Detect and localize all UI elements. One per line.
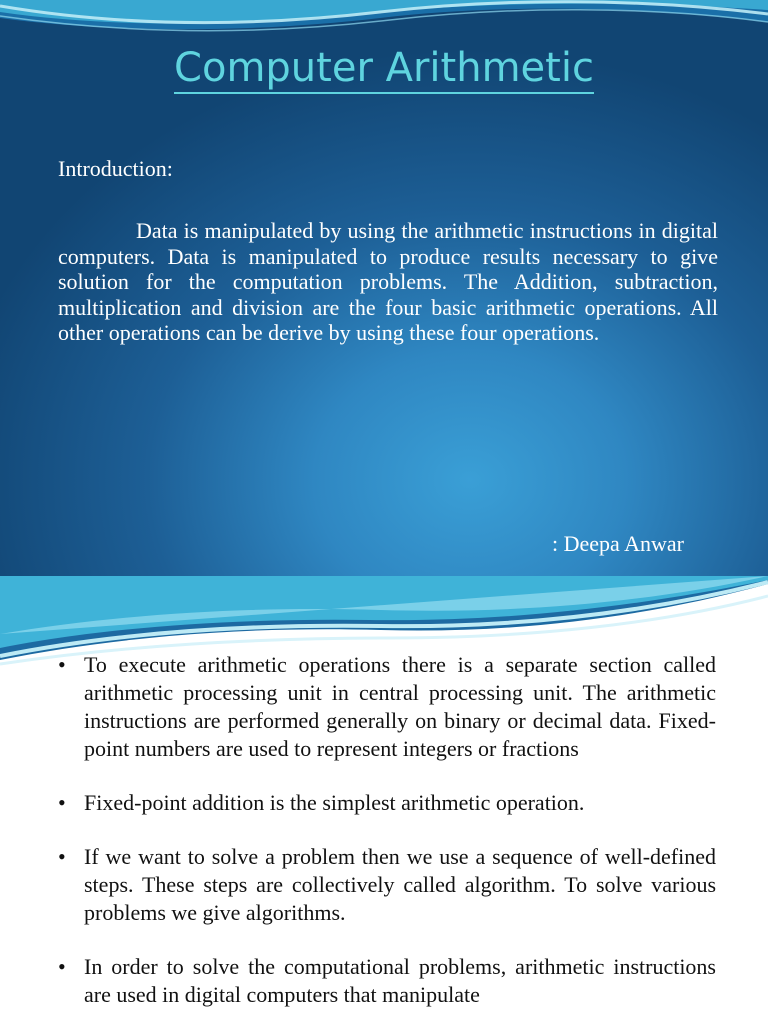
author-credit: : Deepa Anwar xyxy=(552,531,684,556)
bullet-text: To execute arithmetic operations there is a separate section called arithmetic processing unit in central processing unit. The arithmetic instructions are performed generally on binary or decimal data. Fixed-point numbers are used to represent integers or fractions xyxy=(84,652,716,761)
list-item xyxy=(58,843,716,927)
slide-title-text: Computer Arithmetic xyxy=(174,45,594,94)
intro-heading: Introduction: xyxy=(58,156,173,181)
bullet-text: In order to solve the computational problems, arithmetic instructions are used in digital computers that manipulate xyxy=(84,954,716,1007)
list-item xyxy=(58,953,716,1009)
bullet-icon: • xyxy=(58,790,66,815)
intro-paragraph: Data is manipulated by using the arithmetic instructions in digital computers. Data is manipulated to produce results necessary to give solution for the computation problems. The Addition, subtraction, multiplication and division are the four basic arithmetic operations. All other operations can be derive by using these four operations. xyxy=(58,218,718,345)
list-item xyxy=(58,651,716,763)
bullet-text: If we want to solve a problem then we use a sequence of well-defined steps. These steps are collectively called algorithm. To solve various problems we give algorithms. xyxy=(84,844,716,925)
list-item xyxy=(58,789,716,817)
bullet-icon: • xyxy=(58,954,66,979)
bullet-text: Fixed-point addition is the simplest arithmetic operation. xyxy=(84,790,585,815)
bullet-icon: • xyxy=(58,844,66,869)
slide-title xyxy=(0,40,768,96)
bullet-icon: • xyxy=(58,652,66,677)
content-slide xyxy=(0,576,768,1024)
bullet-list xyxy=(58,651,716,1024)
